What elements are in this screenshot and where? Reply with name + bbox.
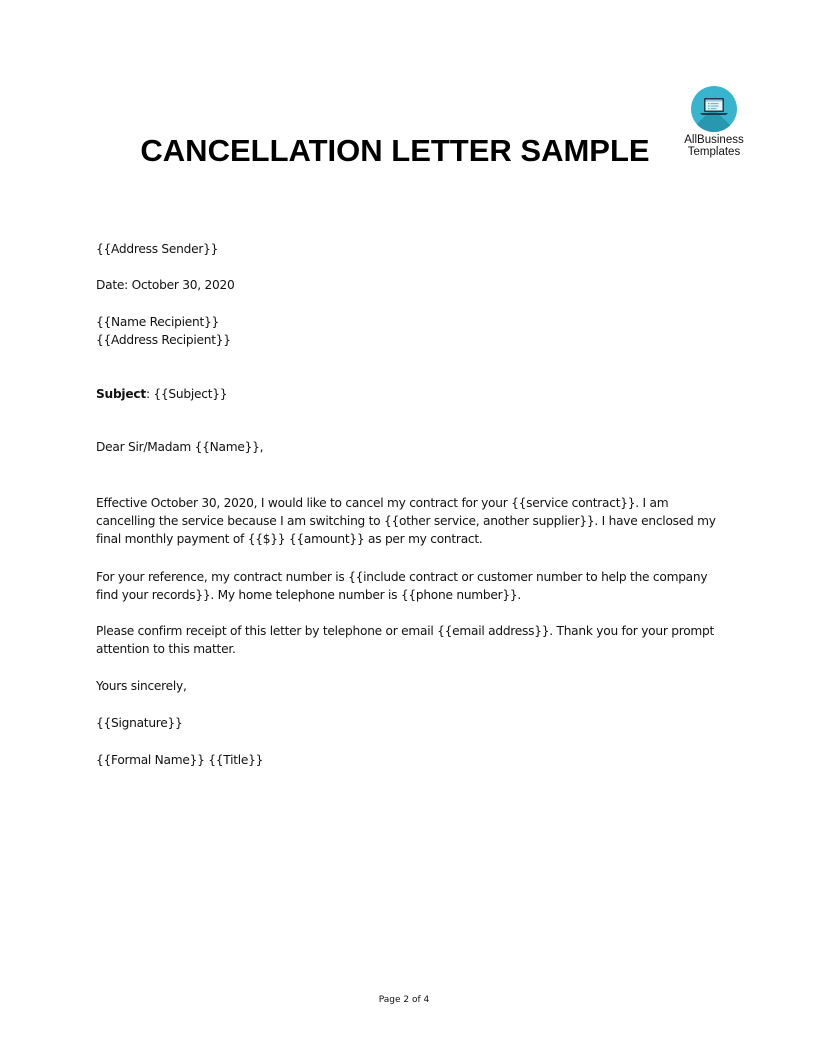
formal-name-title: {{Formal Name}} {{Title}} xyxy=(96,753,264,767)
logo-line-2: Templates xyxy=(687,146,741,158)
closing: Yours sincerely, xyxy=(96,679,187,693)
letter-date: Date: October 30, 2020 xyxy=(96,278,235,292)
logo-line-1: AllBusiness xyxy=(684,134,744,146)
name-recipient: {{Name Recipient}} xyxy=(96,315,219,329)
subject-value: : {{Subject}} xyxy=(145,387,228,401)
laptop-icon xyxy=(691,86,737,132)
paragraph-cancellation: Effective October 30, 2020, I would like to cancel my contract for your {{service contract}}. I am cancelling the service because I am switching to {{other service, another supplier}}. I have enclosed my final monthly payment of {{$}} {{amount}} as per my contract. xyxy=(96,496,716,546)
salutation: Dear Sir/Madam {{Name}}, xyxy=(96,440,264,454)
paragraph-confirm: Please confirm receipt of this letter by telephone or email {{email address}}. Thank you for your prompt attention to this matter. xyxy=(96,624,715,656)
subject-line xyxy=(96,385,227,403)
address-sender: {{Address Sender}} xyxy=(96,242,219,256)
page-title: CANCELLATION LETTER SAMPLE xyxy=(140,133,650,168)
signature: {{Signature}} xyxy=(96,716,183,730)
page-indicator: Page 2 of 4 xyxy=(378,995,430,1005)
subject-label: Subject xyxy=(96,387,146,401)
address-recipient: {{Address Recipient}} xyxy=(96,333,231,347)
paragraph-reference: For your reference, my contract number is {{include contract or customer number to help the company find your records}}. My home telephone number is {{phone number}}. xyxy=(96,570,708,602)
